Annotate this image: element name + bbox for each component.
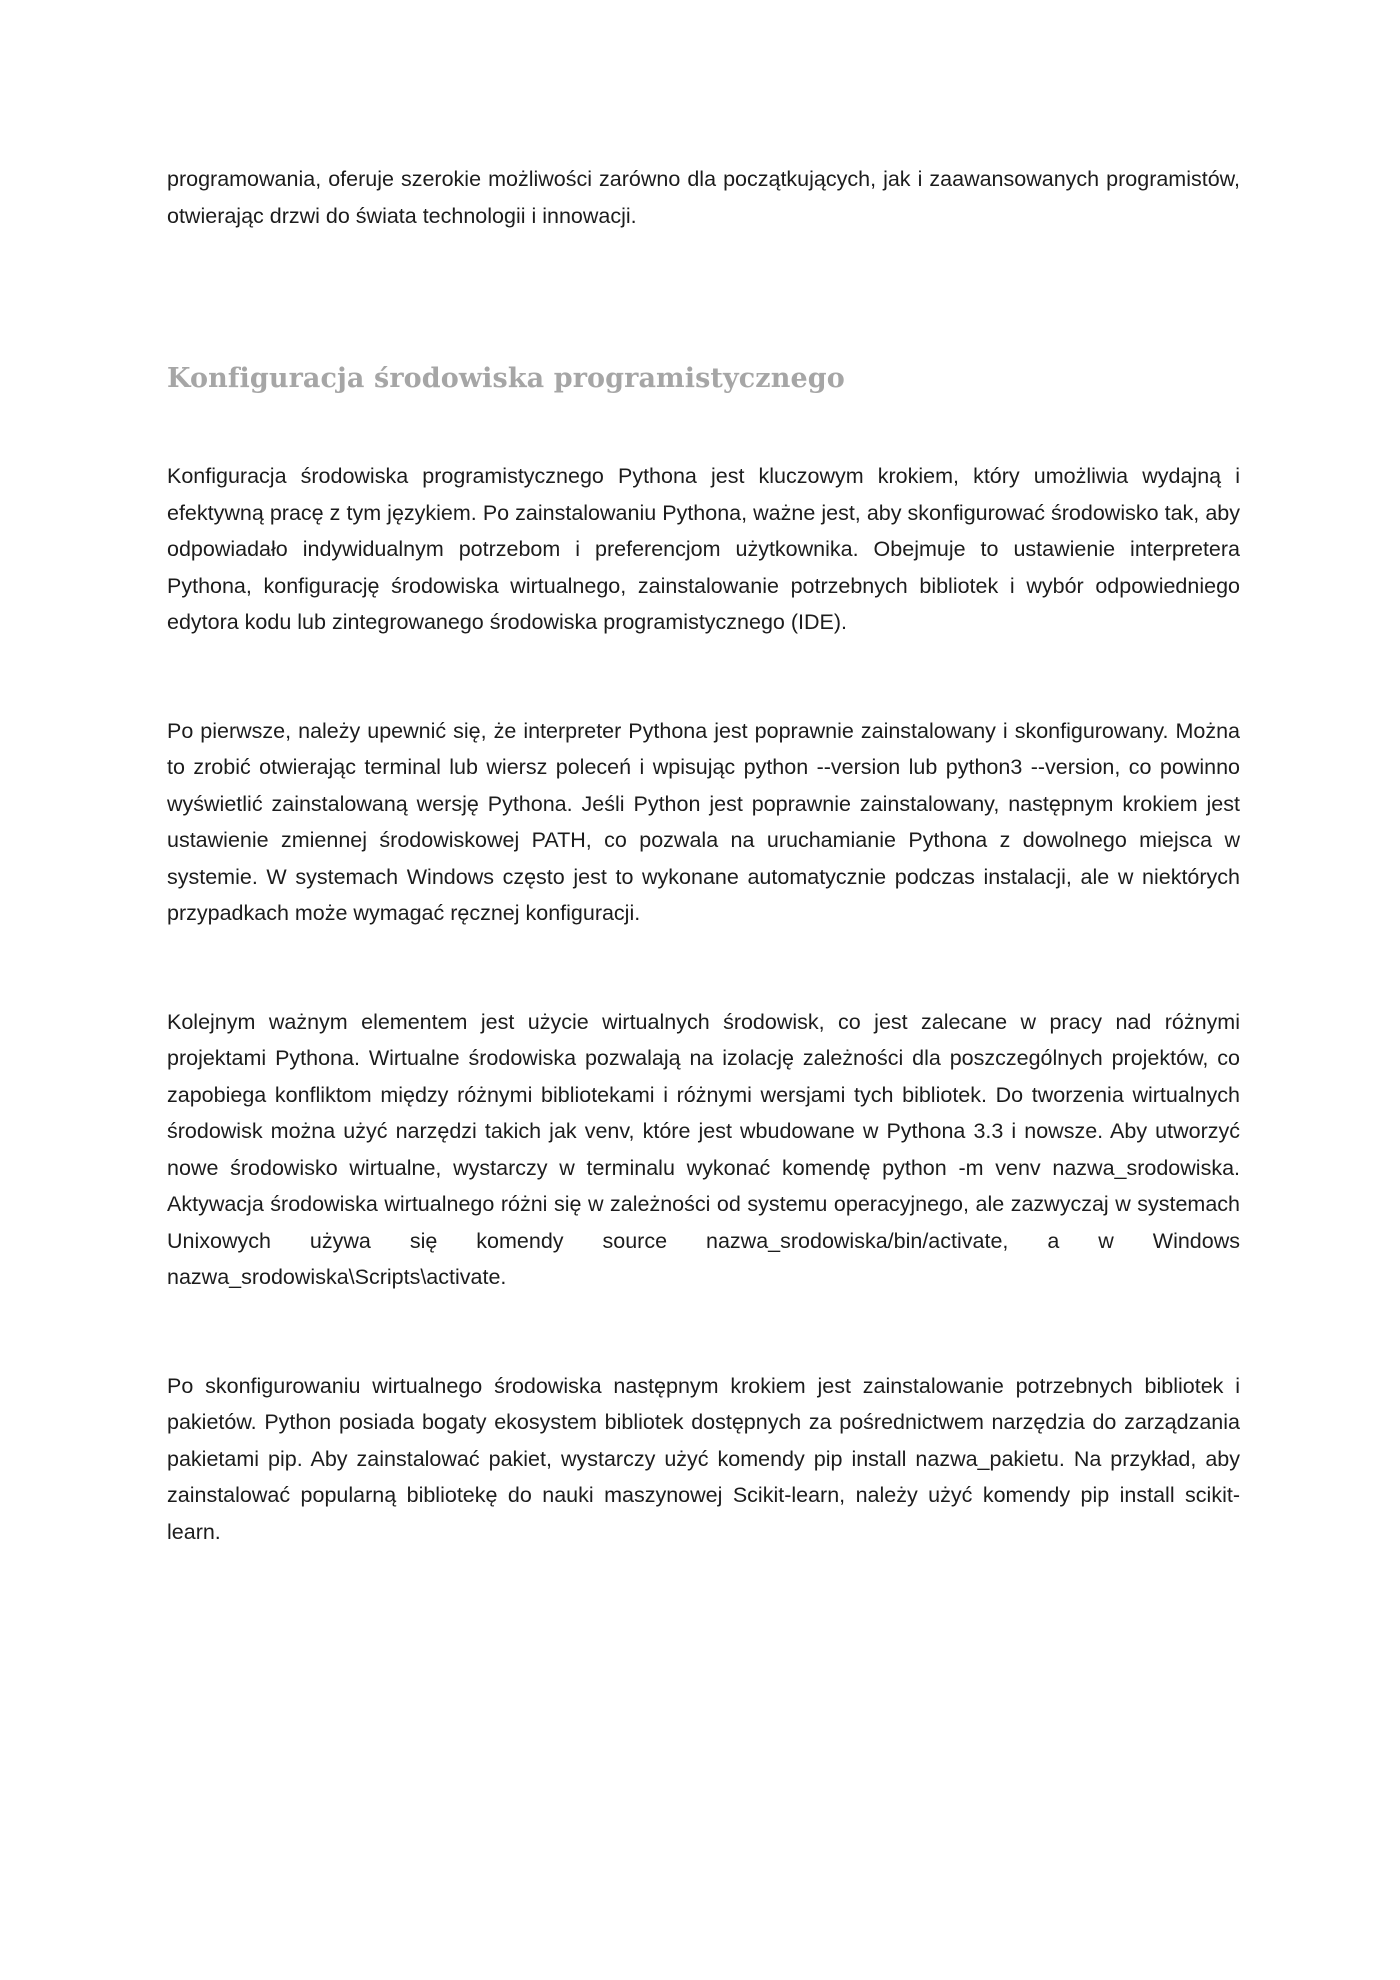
paragraph-package-installation: Po skonfigurowaniu wirtualnego środowiska następnym krokiem jest zainstalowanie potrzebnych bibliotek i pakietów. Python posiada bogaty ekosystem bibliotek dostępnych za pośrednictwem narzędzia do zarządzania pakietami pip. Aby zainstalować pakiet, wystarczy użyć komendy pip install nazwa_pakietu. Na przykład, aby zainstalować popularną bibliotekę do nauki maszynowej Scikit-learn, należy użyć komendy pip install scikit-learn.: [167, 1373, 1240, 1544]
section-heading: Konfiguracja środowiska programistycznego: [167, 363, 845, 394]
intro-paragraph: programowania, oferuje szerokie możliwości zarówno dla początkujących, jak i zaawansowanych programistów, otwierając drzwi do świata technologii i innowacji.: [167, 167, 1240, 228]
paragraph-virtual-environments: Kolejnym ważnym elementem jest użycie wirtualnych środowisk, co jest zalecane w pracy nad różnymi projektami Pythona. Wirtualne środowiska pozwalają na izolację zależności dla poszczególnych projektów, co zapobiega konfliktom między różnymi bibliotekami i różnymi wersjami tych bibliotek. Do tworzenia wirtualnych środowisk można użyć narzędzi takich jak venv, które jest wbudowane w Pythona 3.3 i nowsze. Aby utworzyć nowe środowisko wirtualne, wystarczy w terminalu wykonać komendę python -m venv nazwa_srodowiska. Aktywacja środowiska wirtualnego różni się w zależności od systemu operacyjnego, ale zazwyczaj w systemach Unixowych używa się komendy source nazwa_srodowiska/bin/activate, a w Windows nazwa_srodowiska\Scripts\activate.: [167, 1009, 1240, 1289]
page-content: [167, 161, 1240, 1550]
paragraph-environment-configuration: Konfiguracja środowiska programistycznego Pythona jest kluczowym krokiem, który umożliwia wydajną i efektywną pracę z tym językiem. Po zainstalowaniu Pythona, ważne jest, aby skonfigurować środowisko tak, aby odpowiadało indywidualnym potrzebom i preferencjom użytkownika. Obejmuje to ustawienie interpretera Pythona, konfigurację środowiska wirtualnego, zainstalowanie potrzebnych bibliotek i wybór odpowiedniego edytora kodu lub zintegrowanego środowiska programistycznego (IDE).: [167, 464, 1240, 634]
paragraph-interpreter-setup: Po pierwsze, należy upewnić się, że interpreter Pythona jest poprawnie zainstalowany i skonfigurowany. Można to zrobić otwierając terminal lub wiersz poleceń i wpisując python --version lub python3 --version, co powinno wyświetlić zainstalowaną wersję Pythona. Jeśli Python jest poprawnie zainstalowany, następnym krokiem jest ustawienie zmiennej środowiskowej PATH, co pozwala na uruchamianie Pythona z dowolnego miejsca w systemie. W systemach Windows często jest to wykonane automatycznie podczas instalacji, ale w niektórych przypadkach może wymagać ręcznej konfiguracji.: [167, 718, 1240, 925]
